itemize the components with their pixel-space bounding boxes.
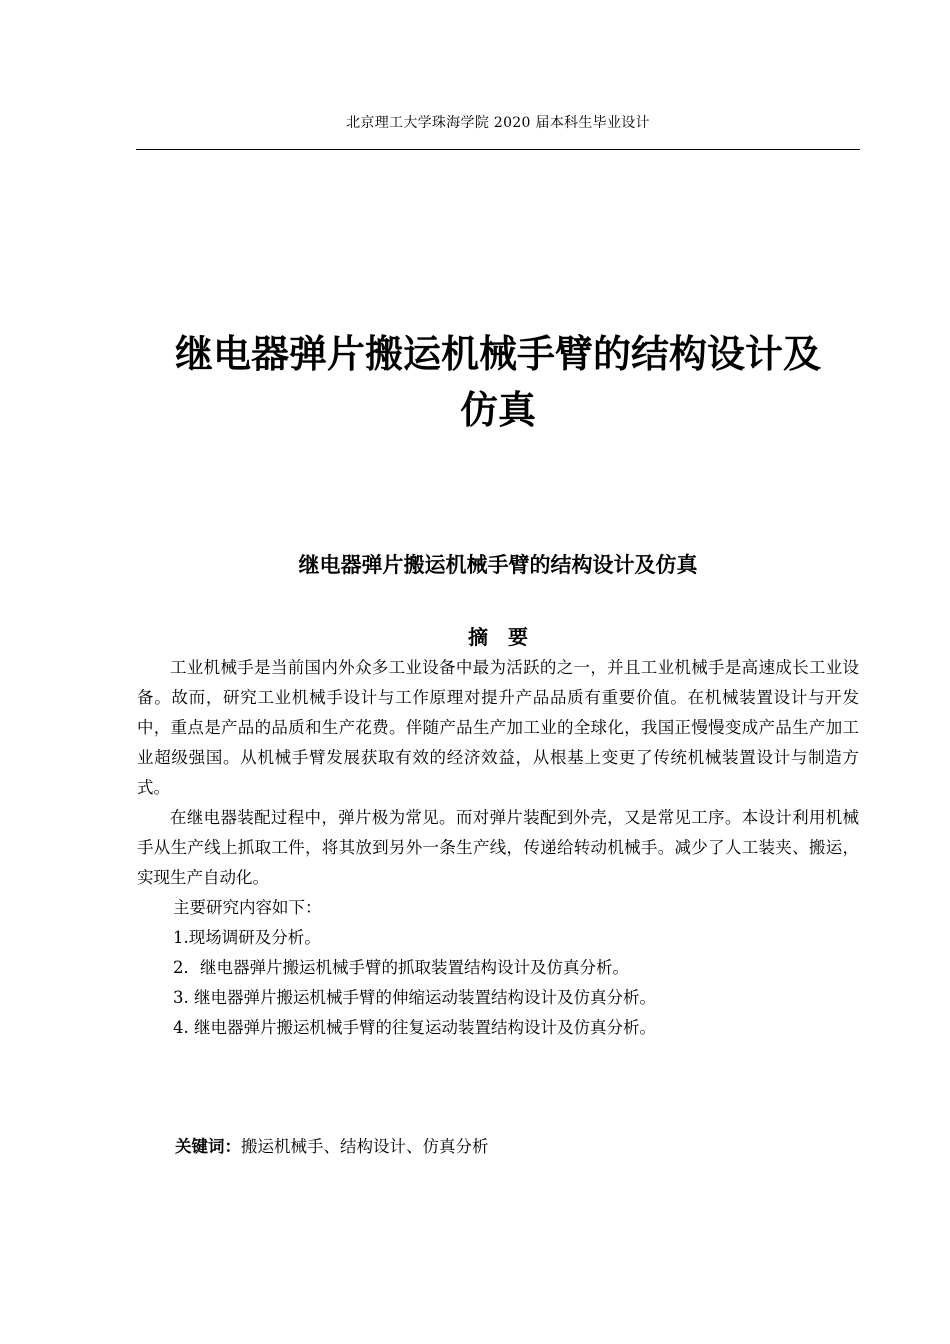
research-item-1: 1.现场调研及分析。 bbox=[173, 928, 321, 947]
keywords-label: 关键词： bbox=[175, 1137, 241, 1156]
keywords-value: 搬运机械手、结构设计、仿真分析 bbox=[241, 1137, 489, 1156]
main-title bbox=[130, 326, 866, 438]
abstract-body bbox=[137, 653, 859, 1043]
research-intro: 主要研究内容如下： bbox=[173, 898, 322, 917]
abstract-paragraph-2: 在继电器装配过程中，弹片极为常见。而对弹片装配到外壳，又是常见工序。本设计利用机械手从生产线上抓取工件，将其放到另外一条生产线，传递给转动机械手。减少了人工装夹、搬运，实现生产自动化。 bbox=[137, 808, 859, 887]
sub-title: 继电器弹片搬运机械手臂的结构设计及仿真 bbox=[298, 553, 698, 577]
header-rule bbox=[136, 149, 860, 150]
research-item-3: 3. 继电器弹片搬运机械手臂的伸缩运动装置结构设计及仿真分析。 bbox=[173, 988, 656, 1007]
main-title-line-2: 仿真 bbox=[459, 388, 536, 432]
main-title-line-1: 继电器弹片搬运机械手臂的结构设计及 bbox=[174, 332, 821, 376]
abstract-paragraph-1: 工业机械手是当前国内外众多工业设备中最为活跃的之一，并且工业机械手是高速成长工业设备。故而，研究工业机械手设计与工作原理对提升产品品质有重要价值。在机械装置设计与开发中，重点是产品的品质和生产花费。伴随产品生产加工业的全球化，我国正慢慢变成产品生产加工业超级强国。从机械手臂发展获取有效的经济效益，从根基上变更了传统机械装置设计与制造方式。 bbox=[137, 658, 859, 797]
keywords bbox=[175, 1132, 489, 1162]
research-item-4: 4. 继电器弹片搬运机械手臂的往复运动装置结构设计及仿真分析。 bbox=[173, 1018, 656, 1037]
running-header: 北京理工大学珠海学院 2020 届本科生毕业设计 bbox=[346, 115, 650, 131]
research-item-2: 2．继电器弹片搬运机械手臂的抓取装置结构设计及仿真分析。 bbox=[173, 958, 629, 977]
abstract-heading: 摘 要 bbox=[468, 625, 528, 649]
